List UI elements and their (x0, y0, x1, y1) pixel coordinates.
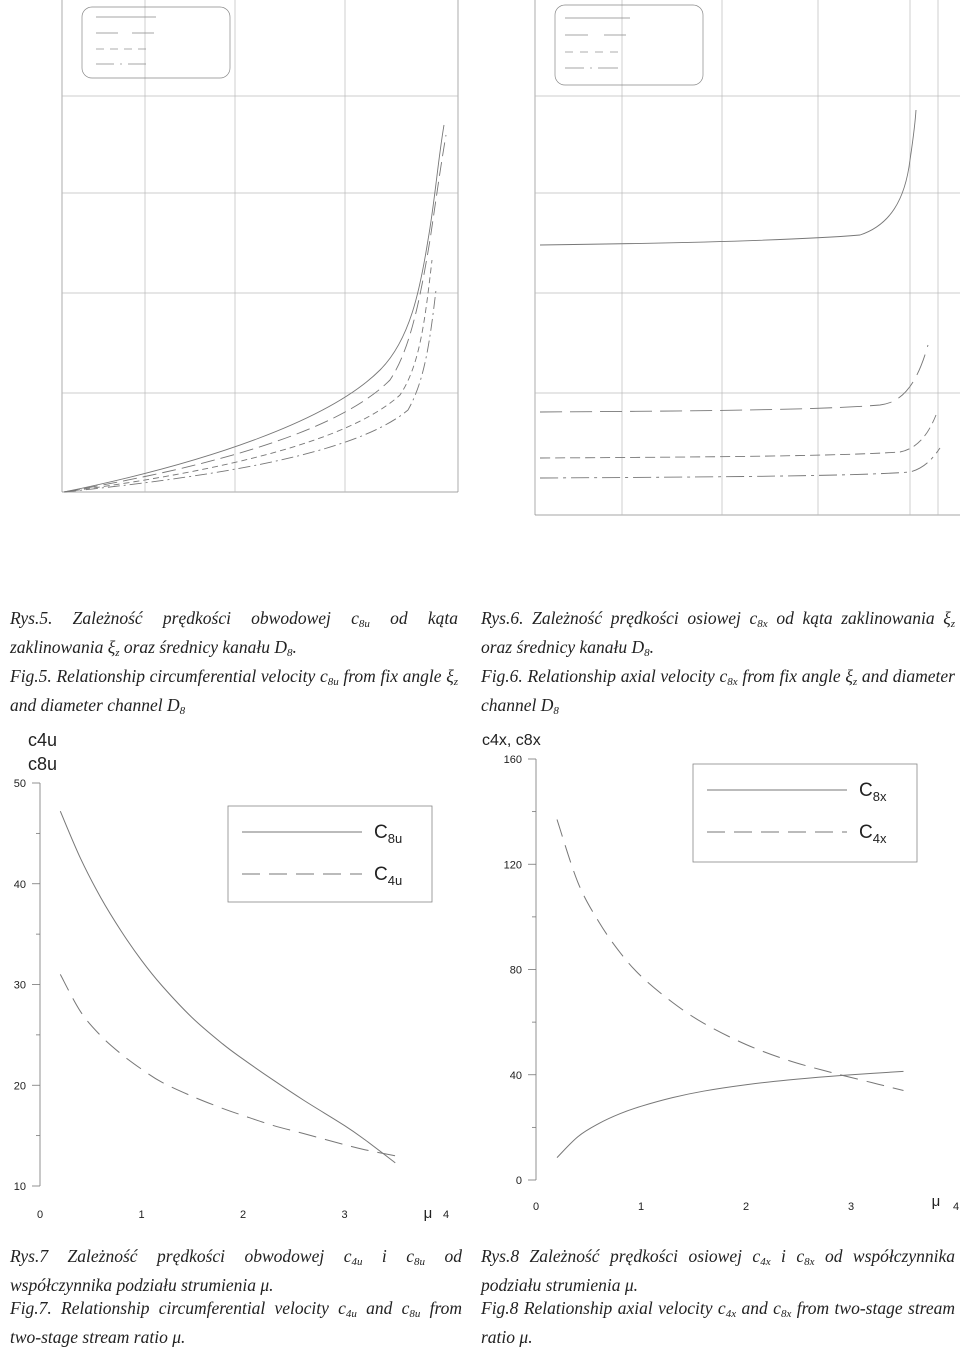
y-tick-label: 0 (515, 1175, 522, 1187)
y-axis-label: c4x, c8x (482, 732, 541, 749)
fig5-plot (62, 0, 458, 492)
x-tick-label: 3 (847, 1201, 855, 1213)
fig7-caption (10, 1245, 462, 1349)
x-tick-label: 2 (742, 1201, 750, 1213)
fig6-caption (481, 607, 955, 723)
x-tick-label: 0 (36, 1209, 44, 1221)
fig8-caption-pl: Rys.8 Zależność prędkości osiowej $c_{4x}$ i $c_{8x}$ od współczynnika podziału strumienia μ. (481, 1246, 955, 1295)
x-tick-label: 2 (239, 1209, 247, 1221)
fig6-caption-pl: Rys.6. Zależność prędkości osiowej $c_{8x}$ od kąta zaklinowania $\xi_z$ oraz średnicy kanału $D_8$. (481, 608, 955, 659)
series-line-c4u (60, 974, 395, 1155)
y-tick-label: 80 (509, 964, 522, 977)
x-axis-label: μ (931, 1193, 941, 1210)
y-tick-label: 50 (13, 778, 26, 790)
chart-fig7 (14, 730, 449, 1222)
y-tick-label: 120 (503, 859, 522, 872)
fig5-caption-en: Fig.5. Relationship circumferential velocity $c_{8u}$ from fix angle $\xi_z$ and diameter channel $D_8$ (10, 666, 458, 717)
y-tick-label: 40 (509, 1069, 522, 1082)
x-tick-label: 1 (637, 1201, 645, 1213)
y-tick-label: 20 (13, 1080, 26, 1093)
series-line-c8x (557, 1071, 904, 1157)
chart-fig8 (482, 732, 959, 1213)
y-tick-label: 40 (13, 878, 26, 891)
y-axis-label: c4u (28, 730, 58, 750)
top-figures (0, 0, 960, 600)
x-tick-label: 4 (952, 1201, 960, 1213)
legend-label: $C_{8u}$ (374, 822, 403, 846)
legend-label: $C_{4u}$ (374, 864, 403, 888)
x-axis-label: μ (423, 1205, 433, 1222)
fig8-caption (481, 1245, 955, 1349)
x-tick-label: 3 (341, 1209, 348, 1221)
fig6-plot (535, 0, 960, 515)
legend-label: $C_{4x}$ (859, 822, 887, 846)
fig7-caption-pl: Rys.7 Zależność prędkości obwodowej $c_{4u}$ i $c_{8u}$ od współczynnika podziału strumienia μ. (10, 1246, 462, 1295)
fig7-caption-en: Fig.7. Relationship circumferential velocity $c_{4u}$ and $c_{8u}$ from two-stage stream ratio μ. (10, 1298, 462, 1347)
fig5-curves (64, 125, 446, 492)
x-tick-label: 4 (442, 1209, 450, 1221)
legend-label: $C_{8x}$ (859, 780, 887, 804)
x-tick-label: 0 (532, 1201, 540, 1213)
y-axis-label: c8u (28, 754, 58, 774)
x-tick-label: 1 (138, 1209, 145, 1221)
fig5-caption-pl: Rys.5. Zależność prędkości obwodowej $c_{8u}$ od kąta zaklinowania $\xi_z$ oraz średnicy kanału $D_8$. (10, 608, 458, 659)
y-tick-label: 30 (13, 979, 26, 992)
fig6-curves (540, 110, 940, 478)
fig8-caption-en: Fig.8 Relationship axial velocity $c_{4x}$ and $c_{8x}$ from two-stage stream ratio μ. (481, 1298, 956, 1347)
series-line-c8u (60, 811, 395, 1163)
legend-box (693, 764, 917, 862)
fig6-caption-en: Fig.6. Relationship axial velocity $c_{8x}$ from fix angle $\xi_z$ and diameter channel $D_8$ (481, 666, 955, 717)
series-line-c4x (557, 820, 904, 1091)
y-tick-label: 160 (503, 754, 522, 766)
y-tick-label: 10 (13, 1181, 26, 1193)
fig5-caption (10, 607, 458, 723)
legend-box (228, 806, 432, 902)
